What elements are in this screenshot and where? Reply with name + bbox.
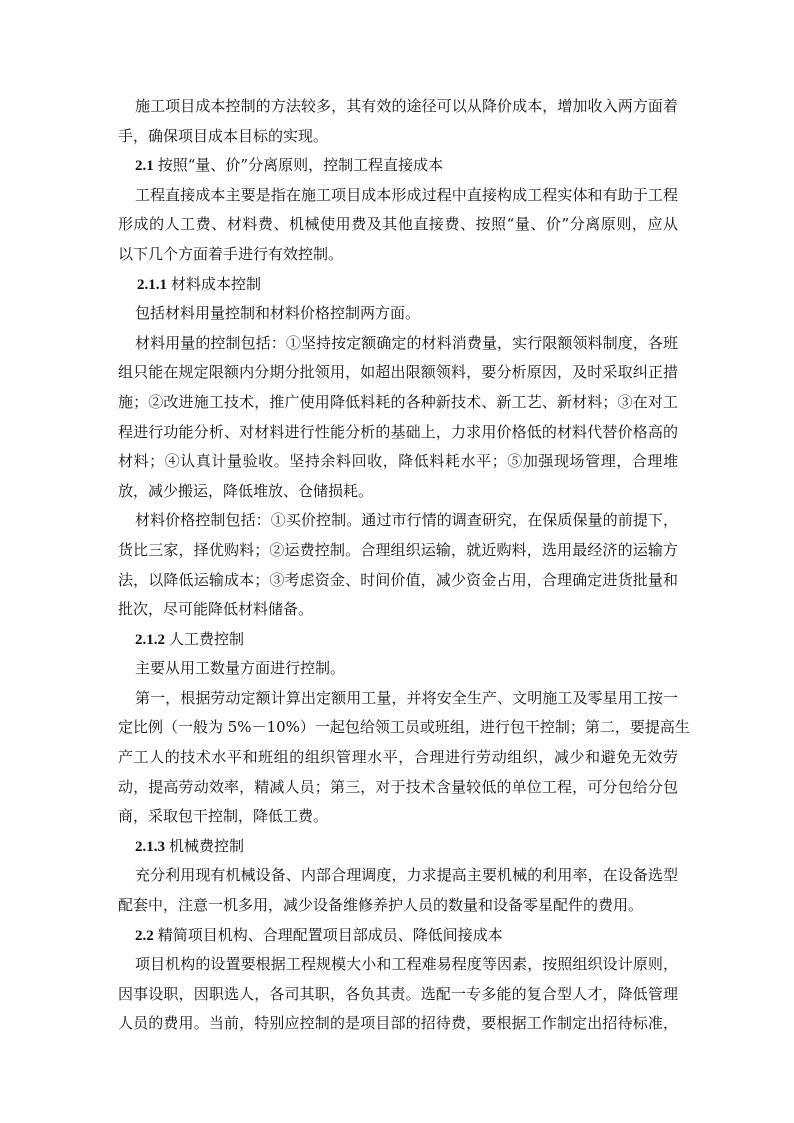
text-line: 工程直接成本主要是指在施工项目成本形成过程中直接构成工程实体和有助于工程 <box>135 185 678 204</box>
text-line: 充分利用现有机械设备、内部合理调度，力求提高主要机械的利用率，在设备选型 <box>135 866 678 885</box>
paragraph <box>118 506 678 624</box>
paragraph <box>118 654 678 684</box>
section-title: 精简项目机构、合理配置项目部成员、降低间接成本 <box>157 925 503 944</box>
text-line: 定比例（一般为 5%－10%）一起包给领工员或班组，进行包干控制；第二，要提高生 <box>118 718 690 737</box>
document-body <box>118 92 690 1039</box>
section-heading-2-1-1 <box>118 270 678 300</box>
text-line: 手，确保项目成本目标的实现。 <box>118 126 329 145</box>
text-line: 材料用量的控制包括：①坚持按定额确定的材料消费量，实行限额领料制度，各班 <box>135 333 678 352</box>
section-number: 2.1.1 <box>137 276 167 293</box>
text-line: 配套中，注意一机多用，减少设备维修养护人员的数量和设备零星配件的费用。 <box>118 896 644 915</box>
paragraph <box>118 861 678 920</box>
text-line: 以下几个方面着手进行有效控制。 <box>118 244 344 263</box>
paragraph <box>118 950 678 1039</box>
section-heading-2-1 <box>118 151 678 181</box>
text-line: 材料；④认真计量验收。坚持余料回收，降低料耗水平；⑤加强现场管理，合理堆 <box>118 452 678 471</box>
text-line: 施工项目成本控制的方法较多，其有效的途径可以从降价成本，增加收入两方面着 <box>135 97 678 115</box>
paragraph <box>118 684 690 832</box>
text-line: 组只能在规定限额内分期分批领用，如超出限额领料，要分析原因，及时采取纠正措 <box>118 363 678 382</box>
text-line: 包括材料用量控制和材料价格控制两方面。 <box>135 304 421 323</box>
section-heading-2-1-3 <box>118 832 678 862</box>
text-line: 材料价格控制包括：①买价控制。通过市行情的调查研究，在保质保量的前提下， <box>135 511 678 530</box>
text-line: 商，采取包干控制，降低工费。 <box>118 807 329 826</box>
section-number: 2.1 <box>135 158 154 175</box>
text-line: 因事设职，因职选人，各司其职，各负其责。选配一专多能的复合型人才，降低管理 <box>118 984 678 1003</box>
text-line: 动，提高劳动效率，精减人员；第三，对于技术含量较低的单位工程，可分包给分包 <box>118 777 678 796</box>
text-line: 放，减少搬运，降低堆放、仓储损耗。 <box>118 481 374 500</box>
paragraph <box>118 329 678 507</box>
text-line: 人员的费用。当前，特别应控制的是项目部的招待费，要根据工作制定出招待标准， <box>118 1014 678 1033</box>
section-title: 按照“量、价”分离原则，控制工程直接成本 <box>157 156 444 175</box>
section-heading-2-2 <box>118 921 678 951</box>
text-line: 法，以降低运输成本；③考虑资金、时间价值，减少资金占用，合理确定进货批量和 <box>118 570 678 589</box>
text-line: 产工人的技术水平和班组的组织管理水平，合理进行劳动组织，减少和避免无效劳 <box>118 748 678 767</box>
text-line: 第一，根据劳动定额计算出定额用工量，并将安全生产、文明施工及零星用工按一 <box>135 688 678 707</box>
intro-paragraph <box>118 92 678 151</box>
section-number: 2.1.3 <box>135 838 165 855</box>
section-heading-2-1-2 <box>118 625 678 655</box>
text-line: 项目机构的设置要根据工程规模大小和工程难易程度等因素，按照组织设计原则， <box>135 955 678 974</box>
section-title: 机械费控制 <box>169 836 245 855</box>
text-line: 批次，尽可能降低材料储备。 <box>118 600 314 619</box>
section-title: 材料成本控制 <box>171 274 262 293</box>
text-line: 施；②改进施工技术，推广使用降低料耗的各种新技术、新工艺、新材料；③在对工 <box>118 392 678 411</box>
text-line: 主要从用工数量方面进行控制。 <box>135 659 346 678</box>
paragraph <box>118 299 678 329</box>
paragraph <box>118 181 678 270</box>
text-line: 货比三家，择优购料；②运费控制。合理组织运输，就近购料，选用最经济的运输方 <box>118 540 678 559</box>
text-line: 程进行功能分析、对材料进行性能分析的基础上，力求用价格低的材料代替价格高的 <box>118 422 678 441</box>
section-title: 人工费控制 <box>169 629 245 648</box>
text-line: 形成的人工费、材料费、机械使用费及其他直接费、按照“量、价”分离原则，应从 <box>118 215 678 234</box>
section-number: 2.2 <box>135 927 154 944</box>
section-number: 2.1.2 <box>135 631 165 648</box>
